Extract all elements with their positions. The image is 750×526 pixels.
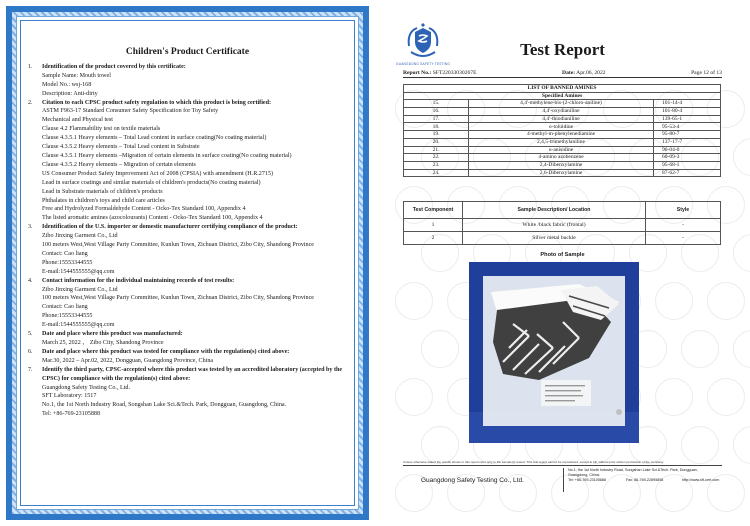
certificate-section — [26, 63, 349, 99]
section-line: Phone:15553344555 — [42, 259, 93, 266]
amine-name: 4,4'-oxydianiline — [469, 108, 654, 116]
section-heading: Date and place where this product was tested for compliance with the regulation(s) cited above: — [42, 348, 290, 355]
watermark-mark — [733, 330, 750, 368]
watermark-mark — [421, 330, 459, 368]
watermark-mark — [655, 282, 693, 320]
report-footer — [403, 468, 722, 494]
amine-number: 15. — [404, 100, 469, 108]
section-number: 2. — [28, 99, 33, 106]
table-row — [404, 123, 721, 131]
col-header-style: Style — [646, 202, 721, 219]
section-number: 4. — [28, 277, 33, 284]
section-line: SFT Laboratory: 1517 — [42, 393, 97, 400]
section-content — [42, 330, 349, 348]
amine-name: 4-methyl-m-phenylenediamine — [469, 131, 654, 139]
amine-name: 4,4'-methylene-bis-(2-chloro-aniline) — [469, 100, 654, 108]
section-line: Mechanical and Physical test — [42, 117, 113, 124]
section-line: 100 meters West,West Village Party Committee, Kunlun Town, Zichuan District, Zibo City, Shandong Province — [42, 242, 315, 249]
section-heading: Identification of the product covered by this certificate: — [42, 63, 186, 70]
section-number: 7. — [28, 366, 33, 373]
section-line: E-mail:1544555555@qq.com — [42, 268, 115, 275]
table-row — [404, 131, 721, 139]
section-line: Zibo Jinxing Garment Co., Ltd — [42, 233, 118, 240]
section-line: Description: Anti-dirty — [42, 90, 98, 97]
report-meta — [403, 70, 722, 78]
watermark-mark — [655, 378, 693, 416]
section-content — [42, 277, 349, 330]
section-line: Phone:15553344555 — [42, 313, 93, 320]
certificate-title: Children's Product Certificate — [125, 47, 250, 57]
section-line: Lead in Substrate materials of children's products — [42, 188, 163, 195]
amine-number: 17. — [404, 115, 469, 123]
watermark-mark — [421, 426, 459, 464]
amine-number: 20. — [404, 138, 469, 146]
section-line: Clause 4.3.5.1 Heavy elements –Migration of certain elements in surface coating(No coating material) — [42, 152, 292, 159]
col-header-description: Sample Description/ Location — [463, 202, 646, 219]
section-line: The listed aromatic amines (azocolourants) Content - Ocko-Tex Standard 100, Appendix 4 — [42, 215, 263, 222]
table-row — [404, 146, 721, 154]
specified-amines-subtitle: Specified Amines — [404, 92, 721, 100]
footer-contacts — [568, 478, 719, 483]
section-line: US Consumer Product Safety Improvement Act of 2008 (CPSIA) with amendment (H.R.2715) — [42, 170, 274, 177]
amine-name: o-toluidine — [469, 123, 654, 131]
amine-name: 2,6-Dibenxylamine — [469, 169, 654, 177]
section-content — [42, 223, 349, 276]
watermark-mark — [681, 330, 719, 368]
footer-address — [568, 468, 719, 484]
table-row — [404, 219, 721, 232]
watermark-mark — [395, 378, 433, 416]
section-line: E-mail:1544555555@qq.com — [42, 322, 115, 329]
footer-fax: Fax: 86-769-22895858 — [626, 478, 664, 483]
footer-address-line2: Guangdong, China. — [568, 473, 600, 478]
section-number: 3. — [28, 224, 33, 231]
component-style: - — [646, 232, 721, 245]
table-row — [404, 138, 721, 146]
amine-number: 21. — [404, 146, 469, 154]
section-line: Sample Name: Mouth towel — [42, 72, 111, 79]
section-line: Clause 4.2 Flammability test on textile materials — [42, 126, 161, 133]
amine-cas: 139-65-1 — [654, 115, 721, 123]
section-heading: Identification of the U.S. importer or domestic manufacturer certifying compliance of the product: — [42, 224, 298, 231]
banned-amines-title: LIST OF BANNED AMINES — [404, 85, 721, 93]
amine-cas: 90-04-0 — [654, 146, 721, 154]
footer-website[interactable]: http://www.sft-cert.com — [682, 478, 720, 483]
report-number: Report No.: SFT22033030267E — [403, 70, 477, 76]
section-line: Clause 4.3.5.1 Heavy elements – Total Lead content in surface coating(No coating material) — [42, 135, 267, 142]
report-date: Date: Apr.06, 2022 — [562, 70, 606, 76]
certificate-section — [26, 277, 349, 330]
logo-caption: GUANGDONG SAFETY TESTING — [396, 62, 450, 66]
section-number: 5. — [28, 331, 33, 338]
section-line: ASTM F963-17 Standard Consumer Safety Specification for Toy Safety — [42, 108, 219, 115]
amine-cas: 95-68-1 — [654, 161, 721, 169]
section-heading: Identify the third party, CPSC-accepted where this product was tested by an accredited laboratory (accepted by the CPSC) for compliance with the regulation(s) cited above: — [42, 366, 343, 382]
component-id: 1 — [404, 219, 463, 232]
section-line: Tel: +86-769-23105888 — [42, 411, 101, 418]
amine-number: 22. — [404, 154, 469, 162]
section-line: Contact: Cao liang — [42, 250, 88, 257]
footer-divider — [563, 468, 564, 492]
page-indicator: Page 12 of 13 — [691, 70, 722, 76]
footer-address-line1: No.1, the 1st North Industry Road, Songshan Lake Sci.&Tech. Park, Dongguan, — [568, 468, 698, 472]
section-number: 1. — [28, 63, 33, 70]
section-heading: Contact information for the individual maintaining records of test results: — [42, 277, 235, 284]
section-heading: Citation to each CPSC product safety regulation to which this product is being certified: — [42, 99, 272, 106]
section-heading: Date and place where this product was manufactured: — [42, 331, 183, 338]
amine-number: 16. — [404, 108, 469, 116]
section-content — [42, 99, 349, 224]
component-style: - — [646, 219, 721, 232]
table-row — [404, 115, 721, 123]
section-line: Clause 4.3.5.2 Heavy elements – Migration of certain elements — [42, 161, 196, 168]
certificate-section — [26, 348, 349, 366]
test-component-table — [403, 201, 721, 245]
amine-cas: 95-53-4 — [654, 123, 721, 131]
section-line: Contact: Cao liang — [42, 304, 88, 311]
amine-number: 18. — [404, 123, 469, 131]
amine-name: 4-amino azobenzene — [469, 154, 654, 162]
table-row — [404, 169, 721, 177]
section-line: Free and Hydrolyzed Formaldehyde Content - Ocko-Tex Standard 100, Appendix 4 — [42, 206, 246, 213]
footer-company: Guangdong Safety Testing Co., Ltd. — [421, 477, 524, 484]
certificate-section — [26, 223, 349, 276]
component-id: 2 — [404, 232, 463, 245]
section-line: Mar.30, 2022 – Apr.02, 2022, Dongguan, Guangdong Province, China — [42, 357, 214, 364]
photo-label: Photo of Sample — [540, 252, 585, 258]
component-description: Silver metal buckle — [463, 232, 646, 245]
amine-name: 4,4'-thiodianiline — [469, 115, 654, 123]
report-footnote: Unless otherwise stated the results shown in this report refer only to the sample(s) tested. This test report cannot be reproduced, except in full, without prior written permission of the company. — [403, 460, 722, 466]
section-number: 6. — [28, 348, 33, 355]
component-description: White /black fabric (frontal) — [463, 219, 646, 232]
amine-cas: 101-80-4 — [654, 108, 721, 116]
certificate-section — [26, 330, 349, 348]
table-row — [404, 154, 721, 162]
amine-cas: 60-09-3 — [654, 154, 721, 162]
banned-amines-table — [403, 84, 721, 177]
table-row — [404, 108, 721, 116]
section-line: 100 meters West,West Village Party Committee, Kunlun Town, Zichuan District, Zibo City, Shandong Province — [42, 295, 315, 302]
amine-name: o-anisidine — [469, 146, 654, 154]
sample-photo — [469, 262, 639, 443]
section-line: Lead in surface coatings and similar materials of children's products(No coating material) — [42, 179, 261, 186]
amine-cas: 87-62-7 — [654, 169, 721, 177]
section-line: March 25, 2022 ， Zibo City, Shandong Province — [42, 340, 164, 346]
section-line: Guangdong Safety Testing Co., Ltd. — [42, 384, 130, 391]
section-content — [42, 366, 349, 419]
amine-cas: 95-80-7 — [654, 131, 721, 139]
section-content — [42, 63, 349, 99]
amine-number: 23. — [404, 161, 469, 169]
watermark-mark — [395, 282, 433, 320]
col-header-component: Test Component — [404, 202, 463, 219]
watermark-mark — [707, 282, 745, 320]
amine-number: 19. — [404, 131, 469, 139]
amine-name: 2,4-Dibenxylamine — [469, 161, 654, 169]
section-line: No.1, the 1st North Industry Road, Songshan Lake Sci.&Tech. Park, Dongguan, Guangdong, China. — [42, 402, 287, 409]
section-line: Zibo Jinxing Garment Co., Ltd — [42, 286, 118, 293]
test-report-page — [375, 0, 750, 526]
amine-number: 24. — [404, 169, 469, 177]
certificate-section — [26, 366, 349, 419]
section-line: Phthalates in children's toys and child care articles — [42, 197, 165, 204]
watermark-mark — [681, 426, 719, 464]
watermark-mark — [733, 138, 750, 176]
certificate-section — [26, 99, 349, 224]
section-line: Model No.: wsj-168 — [42, 81, 92, 88]
table-row — [404, 232, 721, 245]
report-title: Test Report — [520, 40, 605, 59]
amine-name: 2,4,5-trimethylaniline — [469, 138, 654, 146]
certificate-body — [26, 26, 349, 500]
footer-tel: Tel: +86-769-23105888 — [568, 478, 607, 483]
amine-cas: 101-14-4 — [654, 100, 721, 108]
table-row — [404, 100, 721, 108]
watermark-mark — [707, 378, 745, 416]
section-line: Clause 4.3.5.2 Heavy elements – Total Lead content in Substrate — [42, 144, 200, 151]
certificate-sections — [26, 63, 349, 419]
watermark-mark — [733, 426, 750, 464]
section-content — [42, 348, 349, 366]
amine-cas: 137-17-7 — [654, 138, 721, 146]
table-row — [404, 161, 721, 169]
